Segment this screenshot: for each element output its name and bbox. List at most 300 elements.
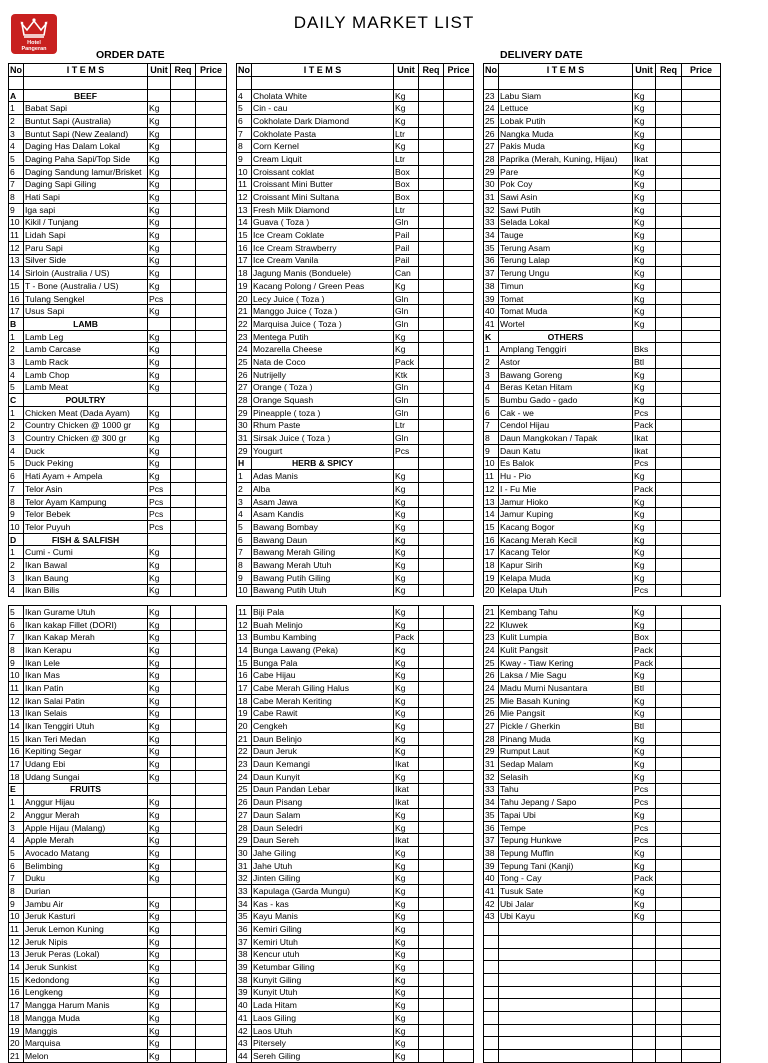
cell-price[interactable] — [196, 707, 227, 720]
cell-req[interactable] — [419, 127, 444, 140]
cell-req[interactable] — [656, 847, 682, 860]
cell-req[interactable] — [171, 115, 196, 128]
cell-req[interactable] — [171, 1050, 196, 1063]
cell-req[interactable] — [419, 483, 444, 496]
cell-price[interactable] — [444, 935, 474, 948]
cell-req[interactable] — [656, 546, 682, 559]
cell-req[interactable] — [656, 758, 682, 771]
cell-price[interactable] — [444, 343, 474, 356]
cell-req[interactable] — [419, 973, 444, 986]
cell-req[interactable] — [171, 669, 196, 682]
cell-req[interactable] — [171, 368, 196, 381]
cell-req[interactable] — [656, 521, 682, 534]
cell-req[interactable] — [171, 330, 196, 343]
cell-price[interactable] — [444, 584, 474, 597]
cell-req[interactable] — [419, 191, 444, 204]
cell-price[interactable] — [682, 1024, 721, 1037]
cell-req[interactable] — [419, 986, 444, 999]
cell-price[interactable] — [444, 241, 474, 254]
cell-req[interactable] — [656, 606, 682, 619]
cell-price[interactable] — [444, 533, 474, 546]
cell-price[interactable] — [444, 280, 474, 293]
cell-req[interactable] — [419, 368, 444, 381]
cell-price[interactable] — [682, 229, 721, 242]
cell-req[interactable] — [419, 241, 444, 254]
cell-price[interactable] — [682, 305, 721, 318]
cell-price[interactable] — [444, 546, 474, 559]
cell-req[interactable] — [419, 381, 444, 394]
cell-price[interactable] — [444, 910, 474, 923]
cell-price[interactable] — [196, 203, 227, 216]
cell-req[interactable] — [419, 254, 444, 267]
cell-req[interactable] — [171, 267, 196, 280]
cell-req[interactable] — [656, 1024, 682, 1037]
cell-price[interactable] — [444, 999, 474, 1012]
cell-price[interactable] — [444, 834, 474, 847]
cell-req[interactable] — [656, 682, 682, 695]
cell-req[interactable] — [419, 343, 444, 356]
cell-req[interactable] — [171, 809, 196, 822]
cell-req[interactable] — [419, 669, 444, 682]
cell-req[interactable] — [171, 694, 196, 707]
cell-req[interactable] — [419, 508, 444, 521]
cell-price[interactable] — [444, 885, 474, 898]
cell-req[interactable] — [171, 783, 196, 796]
cell-price[interactable] — [444, 872, 474, 885]
cell-req[interactable] — [171, 178, 196, 191]
cell-req[interactable] — [656, 770, 682, 783]
cell-req[interactable] — [419, 571, 444, 584]
cell-price[interactable] — [682, 546, 721, 559]
cell-price[interactable] — [196, 559, 227, 572]
cell-price[interactable] — [682, 521, 721, 534]
cell-price[interactable] — [682, 821, 721, 834]
cell-price[interactable] — [196, 165, 227, 178]
cell-price[interactable] — [444, 419, 474, 432]
cell-price[interactable] — [444, 770, 474, 783]
cell-req[interactable] — [171, 1037, 196, 1050]
cell-price[interactable] — [196, 394, 227, 407]
cell-price[interactable] — [682, 356, 721, 369]
cell-req[interactable] — [656, 986, 682, 999]
cell-price[interactable] — [682, 720, 721, 733]
cell-req[interactable] — [419, 394, 444, 407]
cell-price[interactable] — [196, 191, 227, 204]
cell-price[interactable] — [444, 115, 474, 128]
cell-req[interactable] — [656, 77, 682, 90]
cell-price[interactable] — [682, 948, 721, 961]
cell-price[interactable] — [444, 191, 474, 204]
cell-req[interactable] — [656, 203, 682, 216]
cell-price[interactable] — [196, 533, 227, 546]
cell-req[interactable] — [171, 872, 196, 885]
cell-req[interactable] — [419, 821, 444, 834]
cell-req[interactable] — [419, 77, 444, 90]
cell-req[interactable] — [656, 470, 682, 483]
cell-price[interactable] — [444, 923, 474, 936]
cell-price[interactable] — [444, 656, 474, 669]
cell-price[interactable] — [444, 292, 474, 305]
cell-req[interactable] — [171, 203, 196, 216]
cell-price[interactable] — [444, 973, 474, 986]
cell-price[interactable] — [682, 508, 721, 521]
cell-req[interactable] — [419, 559, 444, 572]
cell-price[interactable] — [682, 419, 721, 432]
cell-req[interactable] — [419, 745, 444, 758]
cell-req[interactable] — [171, 1024, 196, 1037]
cell-req[interactable] — [656, 508, 682, 521]
cell-req[interactable] — [419, 178, 444, 191]
cell-req[interactable] — [171, 796, 196, 809]
cell-req[interactable] — [419, 89, 444, 102]
cell-req[interactable] — [171, 191, 196, 204]
cell-req[interactable] — [656, 821, 682, 834]
cell-req[interactable] — [171, 140, 196, 153]
cell-price[interactable] — [682, 533, 721, 546]
cell-price[interactable] — [196, 720, 227, 733]
cell-req[interactable] — [419, 682, 444, 695]
cell-req[interactable] — [419, 885, 444, 898]
cell-req[interactable] — [171, 559, 196, 572]
cell-price[interactable] — [682, 872, 721, 885]
cell-req[interactable] — [656, 923, 682, 936]
cell-req[interactable] — [419, 656, 444, 669]
cell-price[interactable] — [196, 305, 227, 318]
cell-req[interactable] — [656, 1037, 682, 1050]
cell-req[interactable] — [656, 533, 682, 546]
cell-req[interactable] — [171, 419, 196, 432]
cell-price[interactable] — [682, 381, 721, 394]
cell-price[interactable] — [444, 694, 474, 707]
cell-req[interactable] — [171, 546, 196, 559]
cell-req[interactable] — [419, 694, 444, 707]
cell-price[interactable] — [444, 254, 474, 267]
cell-price[interactable] — [196, 432, 227, 445]
cell-price[interactable] — [682, 656, 721, 669]
cell-req[interactable] — [656, 254, 682, 267]
cell-req[interactable] — [656, 720, 682, 733]
cell-price[interactable] — [196, 809, 227, 822]
cell-req[interactable] — [419, 834, 444, 847]
cell-price[interactable] — [444, 381, 474, 394]
cell-price[interactable] — [682, 115, 721, 128]
cell-price[interactable] — [444, 165, 474, 178]
cell-price[interactable] — [682, 267, 721, 280]
cell-price[interactable] — [196, 444, 227, 457]
cell-req[interactable] — [656, 584, 682, 597]
cell-price[interactable] — [682, 732, 721, 745]
cell-price[interactable] — [682, 770, 721, 783]
cell-req[interactable] — [419, 280, 444, 293]
cell-price[interactable] — [444, 644, 474, 657]
cell-req[interactable] — [419, 948, 444, 961]
cell-req[interactable] — [656, 178, 682, 191]
cell-req[interactable] — [171, 656, 196, 669]
cell-price[interactable] — [196, 796, 227, 809]
cell-price[interactable] — [196, 254, 227, 267]
cell-price[interactable] — [196, 847, 227, 860]
cell-price[interactable] — [444, 796, 474, 809]
cell-req[interactable] — [171, 280, 196, 293]
cell-price[interactable] — [196, 356, 227, 369]
cell-req[interactable] — [419, 1012, 444, 1025]
cell-price[interactable] — [444, 229, 474, 242]
cell-req[interactable] — [419, 432, 444, 445]
cell-price[interactable] — [196, 834, 227, 847]
cell-price[interactable] — [682, 280, 721, 293]
cell-req[interactable] — [419, 470, 444, 483]
cell-price[interactable] — [444, 140, 474, 153]
cell-req[interactable] — [656, 318, 682, 331]
cell-price[interactable] — [682, 571, 721, 584]
cell-price[interactable] — [682, 606, 721, 619]
cell-req[interactable] — [171, 948, 196, 961]
cell-price[interactable] — [196, 618, 227, 631]
cell-req[interactable] — [656, 495, 682, 508]
cell-req[interactable] — [419, 305, 444, 318]
cell-req[interactable] — [419, 644, 444, 657]
cell-req[interactable] — [171, 292, 196, 305]
cell-req[interactable] — [656, 102, 682, 115]
cell-req[interactable] — [419, 707, 444, 720]
cell-price[interactable] — [682, 178, 721, 191]
cell-req[interactable] — [656, 153, 682, 166]
cell-req[interactable] — [171, 885, 196, 898]
cell-req[interactable] — [171, 216, 196, 229]
cell-req[interactable] — [656, 809, 682, 822]
cell-req[interactable] — [419, 897, 444, 910]
cell-price[interactable] — [444, 406, 474, 419]
cell-price[interactable] — [444, 521, 474, 534]
cell-price[interactable] — [196, 745, 227, 758]
cell-req[interactable] — [171, 935, 196, 948]
cell-price[interactable] — [196, 584, 227, 597]
cell-req[interactable] — [171, 821, 196, 834]
cell-price[interactable] — [196, 606, 227, 619]
cell-price[interactable] — [196, 872, 227, 885]
cell-req[interactable] — [171, 165, 196, 178]
cell-price[interactable] — [196, 140, 227, 153]
cell-req[interactable] — [419, 961, 444, 974]
cell-price[interactable] — [682, 1037, 721, 1050]
cell-req[interactable] — [419, 618, 444, 631]
cell-price[interactable] — [196, 267, 227, 280]
cell-req[interactable] — [171, 1012, 196, 1025]
cell-req[interactable] — [656, 305, 682, 318]
cell-price[interactable] — [196, 694, 227, 707]
cell-price[interactable] — [682, 89, 721, 102]
cell-req[interactable] — [419, 872, 444, 885]
cell-req[interactable] — [171, 973, 196, 986]
cell-price[interactable] — [196, 546, 227, 559]
cell-req[interactable] — [171, 618, 196, 631]
cell-price[interactable] — [444, 897, 474, 910]
cell-price[interactable] — [444, 948, 474, 961]
cell-req[interactable] — [171, 631, 196, 644]
cell-price[interactable] — [444, 1012, 474, 1025]
cell-req[interactable] — [419, 203, 444, 216]
cell-req[interactable] — [656, 292, 682, 305]
cell-req[interactable] — [171, 394, 196, 407]
cell-price[interactable] — [196, 770, 227, 783]
cell-price[interactable] — [444, 618, 474, 631]
cell-price[interactable] — [682, 254, 721, 267]
cell-req[interactable] — [171, 495, 196, 508]
cell-price[interactable] — [682, 191, 721, 204]
cell-price[interactable] — [444, 444, 474, 457]
cell-req[interactable] — [171, 153, 196, 166]
cell-req[interactable] — [656, 559, 682, 572]
cell-price[interactable] — [196, 406, 227, 419]
cell-price[interactable] — [444, 153, 474, 166]
cell-price[interactable] — [444, 394, 474, 407]
cell-price[interactable] — [682, 584, 721, 597]
cell-price[interactable] — [444, 821, 474, 834]
cell-req[interactable] — [171, 910, 196, 923]
cell-req[interactable] — [171, 584, 196, 597]
cell-price[interactable] — [682, 707, 721, 720]
cell-price[interactable] — [444, 178, 474, 191]
cell-req[interactable] — [419, 165, 444, 178]
cell-req[interactable] — [656, 1012, 682, 1025]
cell-req[interactable] — [171, 89, 196, 102]
cell-req[interactable] — [419, 783, 444, 796]
cell-req[interactable] — [656, 669, 682, 682]
cell-price[interactable] — [682, 1012, 721, 1025]
cell-req[interactable] — [656, 859, 682, 872]
cell-price[interactable] — [682, 559, 721, 572]
cell-req[interactable] — [419, 267, 444, 280]
cell-req[interactable] — [656, 885, 682, 898]
cell-req[interactable] — [419, 732, 444, 745]
cell-price[interactable] — [682, 897, 721, 910]
cell-req[interactable] — [171, 732, 196, 745]
cell-price[interactable] — [196, 897, 227, 910]
cell-req[interactable] — [656, 571, 682, 584]
cell-price[interactable] — [196, 89, 227, 102]
cell-price[interactable] — [196, 669, 227, 682]
cell-price[interactable] — [196, 495, 227, 508]
cell-req[interactable] — [171, 127, 196, 140]
cell-price[interactable] — [196, 821, 227, 834]
cell-req[interactable] — [656, 457, 682, 470]
cell-price[interactable] — [196, 656, 227, 669]
cell-req[interactable] — [171, 834, 196, 847]
cell-price[interactable] — [682, 330, 721, 343]
cell-req[interactable] — [656, 191, 682, 204]
cell-price[interactable] — [196, 521, 227, 534]
cell-price[interactable] — [682, 644, 721, 657]
cell-req[interactable] — [171, 102, 196, 115]
cell-price[interactable] — [444, 318, 474, 331]
cell-req[interactable] — [171, 571, 196, 584]
cell-price[interactable] — [196, 483, 227, 496]
cell-req[interactable] — [171, 381, 196, 394]
cell-req[interactable] — [419, 406, 444, 419]
cell-req[interactable] — [656, 618, 682, 631]
cell-price[interactable] — [444, 305, 474, 318]
cell-price[interactable] — [444, 859, 474, 872]
cell-req[interactable] — [419, 1037, 444, 1050]
cell-req[interactable] — [171, 644, 196, 657]
cell-price[interactable] — [444, 470, 474, 483]
cell-req[interactable] — [656, 229, 682, 242]
cell-price[interactable] — [444, 77, 474, 90]
cell-req[interactable] — [419, 606, 444, 619]
cell-req[interactable] — [656, 394, 682, 407]
cell-req[interactable] — [656, 973, 682, 986]
cell-price[interactable] — [196, 758, 227, 771]
cell-price[interactable] — [682, 961, 721, 974]
cell-price[interactable] — [196, 178, 227, 191]
cell-req[interactable] — [419, 330, 444, 343]
cell-req[interactable] — [656, 999, 682, 1012]
cell-req[interactable] — [656, 1050, 682, 1063]
cell-price[interactable] — [196, 644, 227, 657]
cell-req[interactable] — [656, 432, 682, 445]
cell-price[interactable] — [196, 999, 227, 1012]
cell-price[interactable] — [196, 973, 227, 986]
cell-price[interactable] — [444, 986, 474, 999]
cell-req[interactable] — [419, 102, 444, 115]
cell-req[interactable] — [656, 267, 682, 280]
cell-price[interactable] — [196, 885, 227, 898]
cell-req[interactable] — [171, 254, 196, 267]
cell-price[interactable] — [196, 77, 227, 90]
cell-req[interactable] — [656, 356, 682, 369]
cell-req[interactable] — [656, 368, 682, 381]
cell-price[interactable] — [196, 923, 227, 936]
cell-price[interactable] — [444, 267, 474, 280]
cell-price[interactable] — [682, 618, 721, 631]
cell-req[interactable] — [171, 720, 196, 733]
cell-price[interactable] — [682, 406, 721, 419]
cell-price[interactable] — [682, 292, 721, 305]
cell-price[interactable] — [682, 694, 721, 707]
cell-price[interactable] — [682, 470, 721, 483]
cell-req[interactable] — [419, 809, 444, 822]
cell-price[interactable] — [444, 847, 474, 860]
cell-price[interactable] — [682, 809, 721, 822]
cell-req[interactable] — [419, 770, 444, 783]
cell-price[interactable] — [196, 343, 227, 356]
cell-req[interactable] — [656, 897, 682, 910]
cell-price[interactable] — [444, 203, 474, 216]
cell-price[interactable] — [682, 432, 721, 445]
cell-req[interactable] — [171, 999, 196, 1012]
cell-price[interactable] — [682, 973, 721, 986]
cell-req[interactable] — [171, 961, 196, 974]
cell-req[interactable] — [171, 521, 196, 534]
cell-price[interactable] — [196, 1037, 227, 1050]
cell-req[interactable] — [656, 872, 682, 885]
cell-price[interactable] — [682, 457, 721, 470]
cell-price[interactable] — [682, 483, 721, 496]
cell-price[interactable] — [444, 495, 474, 508]
cell-price[interactable] — [444, 669, 474, 682]
cell-price[interactable] — [682, 847, 721, 860]
cell-req[interactable] — [419, 140, 444, 153]
cell-req[interactable] — [419, 216, 444, 229]
cell-price[interactable] — [196, 102, 227, 115]
cell-price[interactable] — [682, 859, 721, 872]
cell-price[interactable] — [196, 859, 227, 872]
cell-price[interactable] — [444, 631, 474, 644]
cell-req[interactable] — [419, 115, 444, 128]
cell-req[interactable] — [171, 533, 196, 546]
cell-req[interactable] — [656, 707, 682, 720]
cell-req[interactable] — [656, 796, 682, 809]
